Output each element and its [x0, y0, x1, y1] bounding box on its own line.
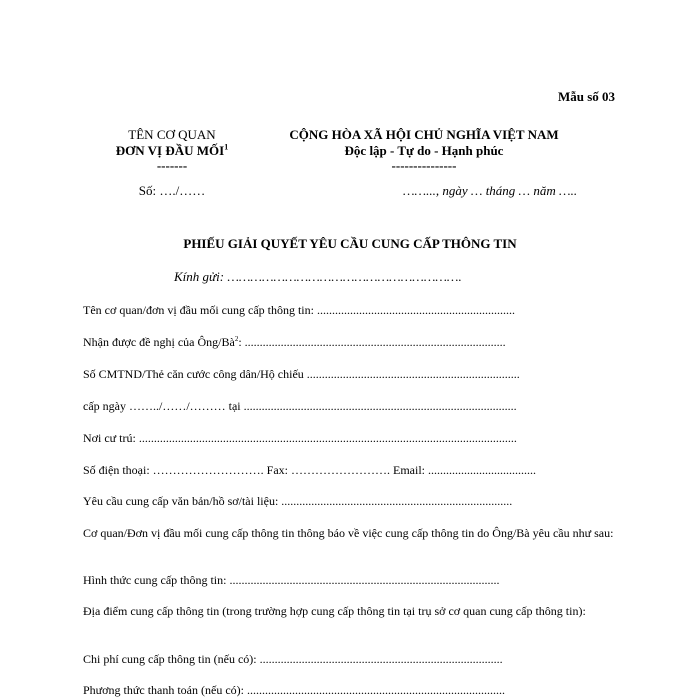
field-form-of-provision: Hình thức cung cấp thông tin: ..........................................................................................	[83, 573, 500, 587]
field-agency-provider: Tên cơ quan/đơn vị đầu mối cung cấp thông tin: ..................................................................	[83, 303, 515, 317]
national-header-block	[272, 127, 576, 173]
document-number: Số: …./……	[138, 183, 206, 198]
recipient-line: Kính gửi: …………………………………………………….	[174, 269, 462, 284]
form-number: Mẫu số 03	[558, 89, 616, 104]
footnote-marker-1: 1	[224, 142, 229, 152]
field-id-card: Số CMTND/Thẻ căn cước công dân/Hộ chiếu .......................................................................	[83, 367, 520, 381]
country-name: CỘNG HÒA XÃ HỘI CHỦ NGHĨA VIỆT NAM	[289, 127, 559, 142]
field-residence: Nơi cư trú: ..............................................................................................................................	[83, 431, 517, 445]
field-request-docs: Yêu cầu cung cấp văn bản/hồ sơ/tài liệu: .............................................................................	[83, 494, 513, 508]
requester-dots: : .......................................................................................	[238, 335, 506, 349]
agency-separator: -------	[156, 158, 188, 173]
field-payment: Phương thức thanh toán (nếu có): ......................................................................................	[83, 683, 505, 697]
field-contact: Số điện thoại: ………………………. Fax: ……………………. Email: ....................................	[83, 463, 536, 477]
agency-name-line2	[108, 143, 236, 159]
motto-separator: ---------------	[391, 158, 457, 173]
field-cost: Chi phí cung cấp thông tin (nếu có): .................................................................................	[83, 652, 503, 666]
footnote-marker-2: 2	[234, 335, 239, 343]
issuing-agency-block	[108, 127, 236, 173]
field-requester	[83, 335, 506, 350]
notice-paragraph: Cơ quan/Đơn vị đầu mối cung cấp thông tin thông báo về việc cung cấp thông tin do Ông/Bà yêu cầu như sau:	[83, 526, 614, 540]
agency-name-line1: TÊN CƠ QUAN	[128, 127, 216, 142]
document-date: ……..., ngày … tháng … năm …..	[403, 183, 578, 198]
agency-name-text: ĐƠN VỊ ĐẦU MỐI	[115, 143, 225, 158]
national-motto: Độc lập - Tự do - Hạnh phúc	[344, 143, 504, 158]
field-location: Địa điểm cung cấp thông tin (trong trường hợp cung cấp thông tin tại trụ sở cơ quan cung cấp thông tin):	[83, 604, 586, 618]
document-title: PHIẾU GIẢI QUYẾT YÊU CẦU CUNG CẤP THÔNG TIN	[183, 236, 517, 251]
field-issued: cấp ngày ……../……/……… tại ...........................................................................................	[83, 399, 517, 413]
requester-label: Nhận được đề nghị của Ông/Bà	[83, 335, 235, 349]
